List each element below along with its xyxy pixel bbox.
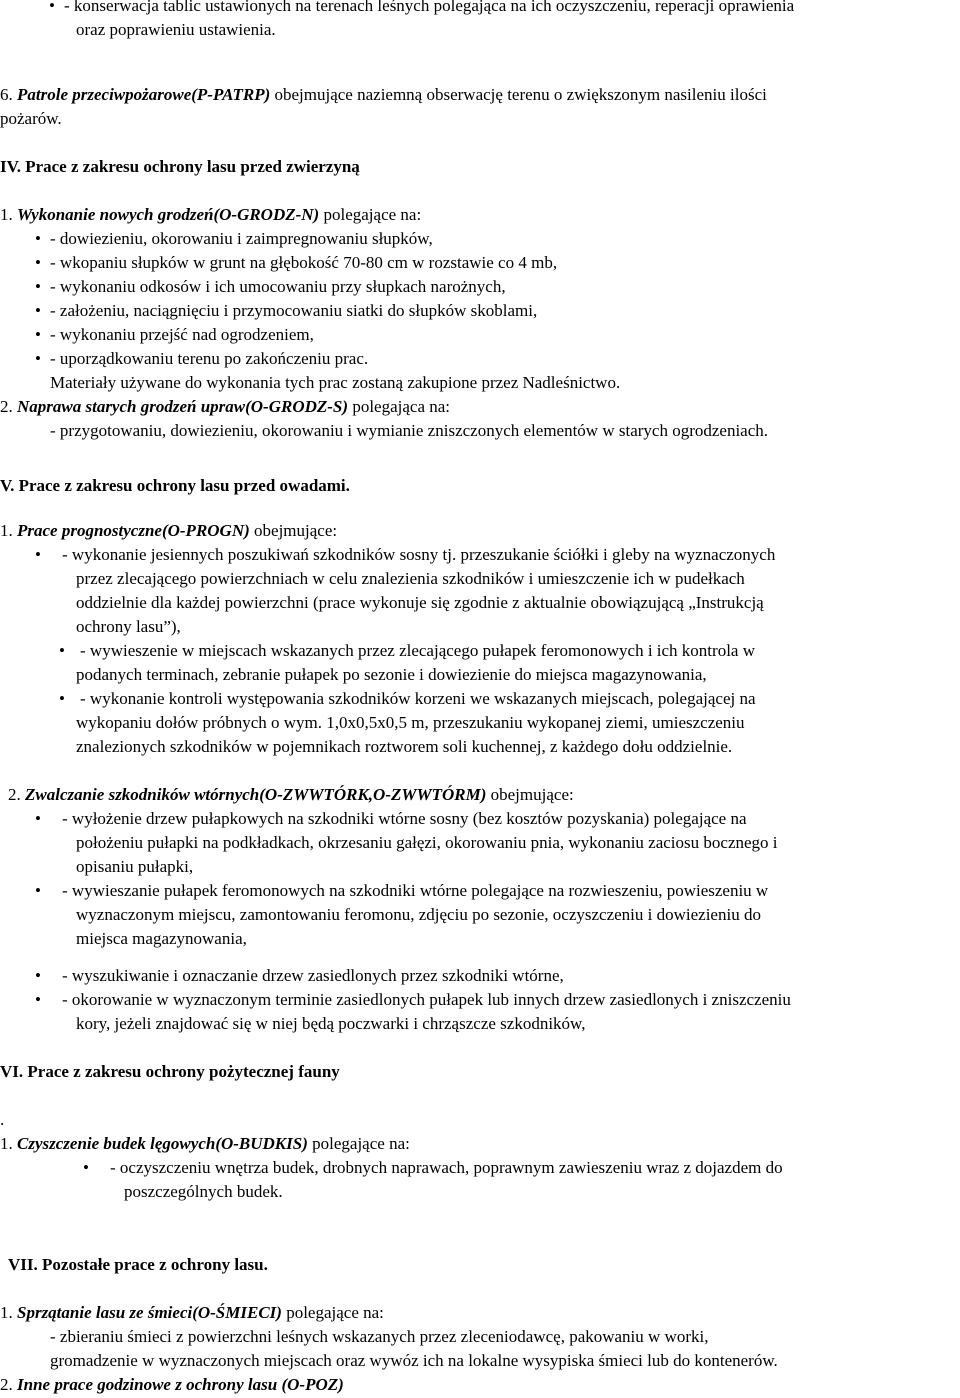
- list-item: - wykonaniu odkosów i ich umocowaniu przy słupkach narożnych,: [50, 277, 506, 296]
- item-text: polegające na:: [281, 1303, 384, 1322]
- list-item: - wykonaniu przejść nad ogrodzeniem,: [50, 325, 314, 344]
- bullet-icon: •: [59, 641, 65, 660]
- item-text: polegające na:: [307, 1134, 410, 1153]
- item-title: Zwalczanie szkodników wtórnych(O-ZWWTÓRK,O-ZWWTÓRM): [25, 785, 487, 804]
- item-title: Prace prognostyczne(O-PROGN): [17, 521, 250, 540]
- bullet-icon: •: [35, 301, 41, 320]
- bullet-icon: •: [35, 809, 41, 828]
- item-iv-1-heading: [0, 205, 421, 225]
- item-v-1-heading: [0, 521, 337, 541]
- item-title: Patrole przeciwpożarowe(P-PATRP): [17, 85, 271, 104]
- text-line: - przygotowaniu, dowiezieniu, okorowaniu i wymianie zniszczonych elementów w starych ogrodzeniach.: [50, 421, 769, 440]
- list-item-cont: przez zlecającego powierzchniach w celu znalezienia szkodników i umieszczenie ich w pudełkach: [76, 569, 745, 588]
- text-line: .: [0, 1110, 5, 1129]
- item-title: Czyszczenie budek lęgowych(O-BUDKIS): [17, 1134, 308, 1153]
- item-text: polegająca na:: [348, 397, 451, 416]
- item-v-2-heading: [8, 785, 574, 805]
- bullet-icon: •: [35, 325, 41, 344]
- item-vi-1-heading: [0, 1134, 410, 1154]
- bullet-icon: •: [35, 253, 41, 272]
- list-item: - wykonanie jesiennych poszukiwań szkodników sosny tj. przeszukanie ściółki i gleby na wyznaczonych: [62, 545, 776, 564]
- item-number: 2.: [8, 785, 25, 804]
- bullet-icon: •: [35, 349, 41, 368]
- list-item-cont: poszczególnych budek.: [124, 1182, 283, 1201]
- list-item: - dowiezieniu, okorowaniu i zaimpregnowaniu słupków,: [50, 229, 433, 248]
- item-text: polegające na:: [319, 205, 422, 224]
- text-line: Materiały używane do wykonania tych prac zostaną zakupione przez Nadleśnictwo.: [50, 373, 621, 392]
- item-number: 2.: [0, 1375, 17, 1394]
- bullet-icon: •: [35, 881, 41, 900]
- bullet-icon: •: [35, 277, 41, 296]
- item-title: Naprawa starych grodzeń upraw(O-GRODZ-S): [17, 397, 349, 416]
- list-item: - wywieszenie w miejscach wskazanych przez zlecającego pułapek feromonowych i ich kontrola w: [80, 641, 755, 660]
- item-number: 1.: [0, 1303, 17, 1322]
- bullet-icon: •: [83, 1158, 89, 1177]
- list-item: - okorowanie w wyznaczonym terminie zasiedlonych pułapek lub innych drzew zasiedlonych i zniszczeniu: [62, 990, 791, 1009]
- list-item: - wykonanie kontroli występowania szkodników korzeni we wskazanych miejscach, polegającej na: [80, 689, 756, 708]
- item-6-heading: [0, 85, 767, 105]
- text-line: - zbieraniu śmieci z powierzchni leśnych wskazanych przez zleceniodawcę, pakowaniu w worki,: [50, 1327, 709, 1346]
- list-item: - wyłożenie drzew pułapkowych na szkodniki wtórne sosny (bez kosztów pozyskania) polegające na: [62, 809, 747, 828]
- bullet-icon: •: [35, 966, 41, 985]
- bullet-icon: •: [35, 229, 41, 248]
- list-item-cont: podanych terminach, zebranie pułapek po sezonie i dowiezienie do miejsca magazynowania,: [76, 665, 707, 684]
- item-number: 1.: [0, 205, 17, 224]
- text-line: oraz poprawieniu ustawienia.: [76, 20, 276, 39]
- item-number: 1.: [0, 1134, 17, 1153]
- section-heading-vii: VII. Pozostałe prace z ochrony lasu.: [8, 1255, 268, 1274]
- bullet-icon: •: [59, 689, 65, 708]
- section-heading-v: V. Prace z zakresu ochrony lasu przed owadami.: [0, 476, 350, 495]
- item-text: obejmujące:: [249, 521, 338, 540]
- list-item: - założeniu, naciągnięciu i przymocowaniu siatki do słupków skoblami,: [50, 301, 538, 320]
- bullet-icon: •: [35, 545, 41, 564]
- section-heading-iv: IV. Prace z zakresu ochrony lasu przed zwierzyną: [0, 157, 360, 176]
- item-text: obejmujące naziemną obserwację terenu o zwiększonym nasileniu ilości: [270, 85, 767, 104]
- list-item-cont: ochrony lasu”),: [76, 617, 181, 636]
- item-vii-2-heading: [0, 1375, 344, 1395]
- item-number: 1.: [0, 521, 17, 540]
- item-vii-1-heading: [0, 1303, 384, 1323]
- item-number: 6.: [0, 85, 17, 104]
- item-title: Wykonanie nowych grodzeń(O-GRODZ-N): [17, 205, 320, 224]
- list-item: - wkopaniu słupków w grunt na głębokość 70-80 cm w rozstawie co 4 mb,: [50, 253, 558, 272]
- item-text: obejmujące:: [486, 785, 574, 804]
- bullet-icon: •: [35, 990, 41, 1009]
- item-iv-2-heading: [0, 397, 450, 417]
- item-title: Inne prace godzinowe z ochrony lasu (O-POZ): [17, 1375, 344, 1394]
- list-item: - oczyszczeniu wnętrza budek, drobnych naprawach, poprawnym zawieszeniu wraz z dojazdem do: [110, 1158, 783, 1177]
- list-item-cont: kory, jeżeli znajdować się w niej będą poczwarki i chrząszcze szkodników,: [76, 1014, 586, 1033]
- list-item-cont: miejsca magazynowania,: [76, 929, 247, 948]
- bullet-icon: •: [49, 0, 55, 15]
- list-item-cont: znalezionych szkodników w pojemnikach roztworem soli kuchennej, z każdego dołu oddzielnie.: [76, 737, 733, 756]
- list-item: - wyszukiwanie i oznaczanie drzew zasiedlonych przez szkodniki wtórne,: [62, 966, 564, 985]
- list-item: - uporządkowaniu terenu po zakończeniu prac.: [50, 349, 369, 368]
- section-heading-vi: VI. Prace z zakresu ochrony pożytecznej fauny: [0, 1062, 340, 1081]
- list-item-cont: wykopaniu dołów próbnych o wym. 1,0x0,5x0,5 m, przeszukaniu wykopanej ziemi, umieszczeniu: [76, 713, 745, 732]
- list-item-cont: położeniu pułapki na podkładkach, okrzesaniu gałęzi, okorowaniu pnia, wykonaniu zaciosu bocznego i: [76, 833, 778, 852]
- item-number: 2.: [0, 397, 17, 416]
- item-title: Sprzątanie lasu ze śmieci(O-ŚMIECI): [17, 1303, 282, 1322]
- text-line: gromadzenie w wyznaczonych miejscach oraz wywóz ich na lokalne wysypiska śmieci lub do kontenerów.: [50, 1351, 778, 1370]
- list-item-cont: wyznaczonym miejscu, zamontowaniu feromonu, zdjęciu po sezonie, oczyszczeniu i dowiezieniu do: [76, 905, 761, 924]
- list-item-cont: oddzielnie dla każdej powierzchni (prace wykonuje się zgodnie z aktualnie obowiązującą „Instrukcją: [76, 593, 764, 612]
- list-item: - wywieszanie pułapek feromonowych na szkodniki wtórne polegające na rozwieszeniu, powieszeniu w: [62, 881, 769, 900]
- text-line: - konserwacja tablic ustawionych na terenach leśnych polegająca na ich oczyszczeniu, reperacji oprawienia: [64, 0, 795, 15]
- list-item-cont: opisaniu pułapki,: [76, 857, 194, 876]
- text-line: pożarów.: [0, 109, 62, 128]
